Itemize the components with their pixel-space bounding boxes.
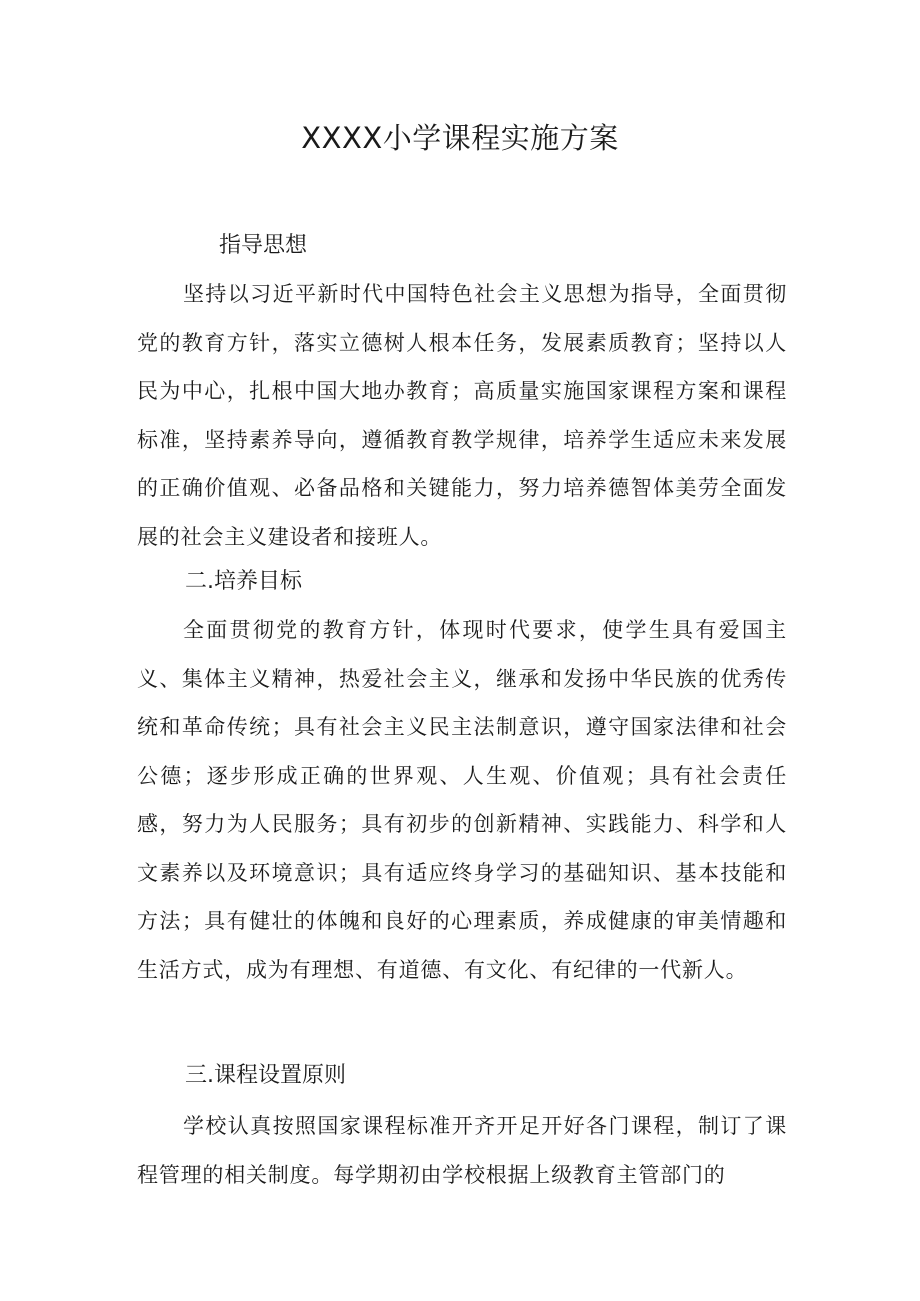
section-heading-guiding-ideology: 指导思想 <box>219 233 308 258</box>
document-title: XXXX小学课程实施方案 <box>301 121 619 155</box>
section-body-training-goals: 全面贯彻党的教育方针，体现时代要求，使学生具有爱国主义、集体主义精神，热爱社会主义，继承和发扬中华民族的优秀传统和革命传统；具有社会主义民主法制意识，遵守国家法律和社会公德；逐步形成正确的世界观、人生观、价值观；具有社会责任感，努力为人民服务；具有初步的创新精神、实践能力、科学和人文素养以及环境意识；具有适应终身学习的基础知识、基本技能和方法；具有健壮的体魄和良好的心理素质，养成健康的审美情趣和生活方式，成为有理想、有道德、有文化、有纪律的一代新人。 <box>137 618 787 982</box>
section-body-curriculum-principles: 学校认真按照国家课程标准开齐开足开好各门课程，制订了课程管理的相关制度。每学期初由学校根据上级教育主管部门的 <box>137 1114 787 1187</box>
section-heading-curriculum-principles: 三.课程设置原则 <box>185 1063 346 1088</box>
section-body-guiding-ideology: 坚持以习近平新时代中国特色社会主义思想为指导，全面贯彻党的教育方针，落实立德树人根本任务，发展素质教育；坚持以人民为中心，扎根中国大地办教育；高质量实施国家课程方案和课程标准，坚持素养导向，遵循教育教学规律，培养学生适应未来发展的正确价值观、必备品格和关键能力，努力培养德智体美劳全面发展的社会主义建设者和接班人。 <box>137 282 787 549</box>
section-heading-training-goals: 二.培养目标 <box>185 569 302 594</box>
